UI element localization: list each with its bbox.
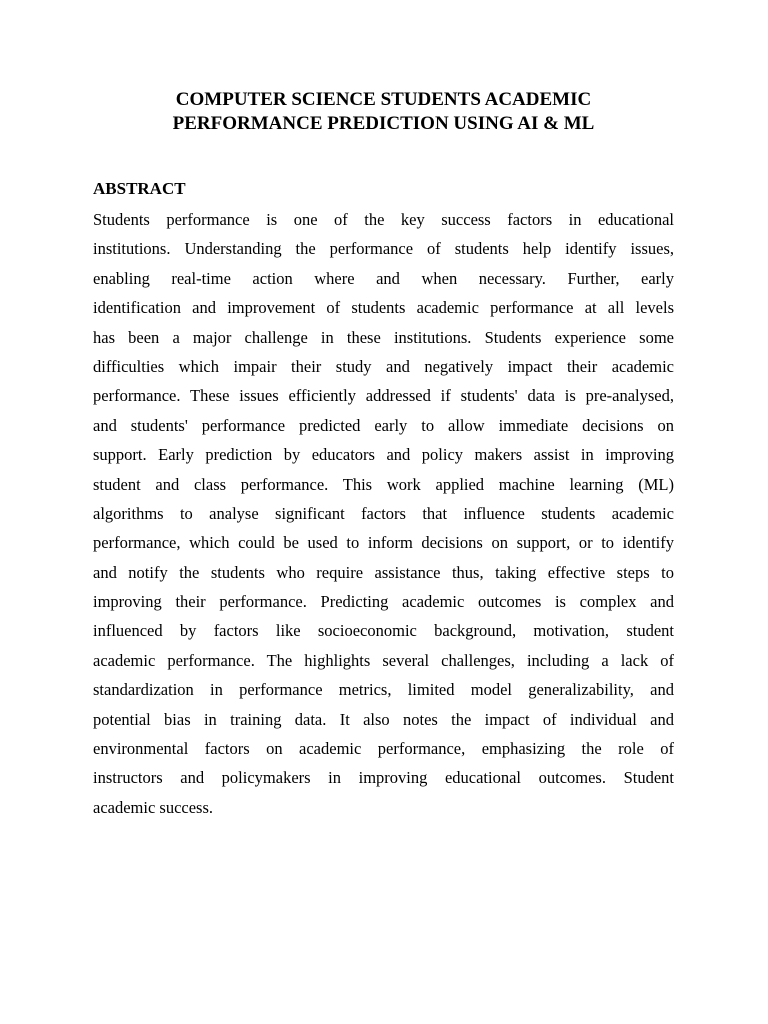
document-title xyxy=(93,88,674,136)
abstract-line: environmental factors on academic performance, emphasizing the role of xyxy=(93,739,674,759)
abstract-line: standardization in performance metrics, limited model generalizability, and xyxy=(93,680,674,700)
abstract-line: influenced by factors like socioeconomic background, motivation, student xyxy=(93,621,674,641)
title-line: PERFORMANCE PREDICTION USING AI & ML xyxy=(172,113,595,134)
abstract-heading: ABSTRACT xyxy=(93,179,186,198)
abstract-line: academic success. xyxy=(93,797,214,817)
abstract-line: has been a major challenge in these institutions. Students experience some xyxy=(93,327,674,347)
abstract-line: instructors and policymakers in improving educational outcomes. Student xyxy=(93,768,674,788)
abstract-line: and students' performance predicted early to allow immediate decisions on xyxy=(93,415,674,435)
abstract-line: academic performance. The highlights several challenges, including a lack of xyxy=(93,650,674,670)
abstract-line: Students performance is one of the key success factors in educational xyxy=(93,210,674,229)
abstract-line: improving their performance. Predicting academic outcomes is complex and xyxy=(93,592,674,612)
abstract-line: potential bias in training data. It also notes the impact of individual and xyxy=(93,709,674,729)
abstract-line: identification and improvement of students academic performance at all levels xyxy=(93,298,674,318)
abstract-line: enabling real-time action where and when necessary. Further, early xyxy=(93,268,674,288)
abstract-line: difficulties which impair their study and negatively impact their academic xyxy=(93,356,674,376)
abstract-line: algorithms to analyse significant factors that influence students academic xyxy=(93,503,674,523)
abstract-line: and notify the students who require assistance thus, taking effective steps to xyxy=(93,562,674,582)
abstract-line: performance. These issues efficiently addressed if students' data is pre-analysed, xyxy=(93,386,674,406)
abstract-line: institutions. Understanding the performance of students help identify issues, xyxy=(93,239,674,259)
abstract-line: performance, which could be used to inform decisions on support, or to identify xyxy=(93,533,674,553)
abstract-line: student and class performance. This work applied machine learning (ML) xyxy=(93,474,674,494)
abstract-line: support. Early prediction by educators and policy makers assist in improving xyxy=(93,445,674,465)
title-line: COMPUTER SCIENCE STUDENTS ACADEMIC xyxy=(175,89,592,110)
abstract-paragraph xyxy=(93,205,674,822)
